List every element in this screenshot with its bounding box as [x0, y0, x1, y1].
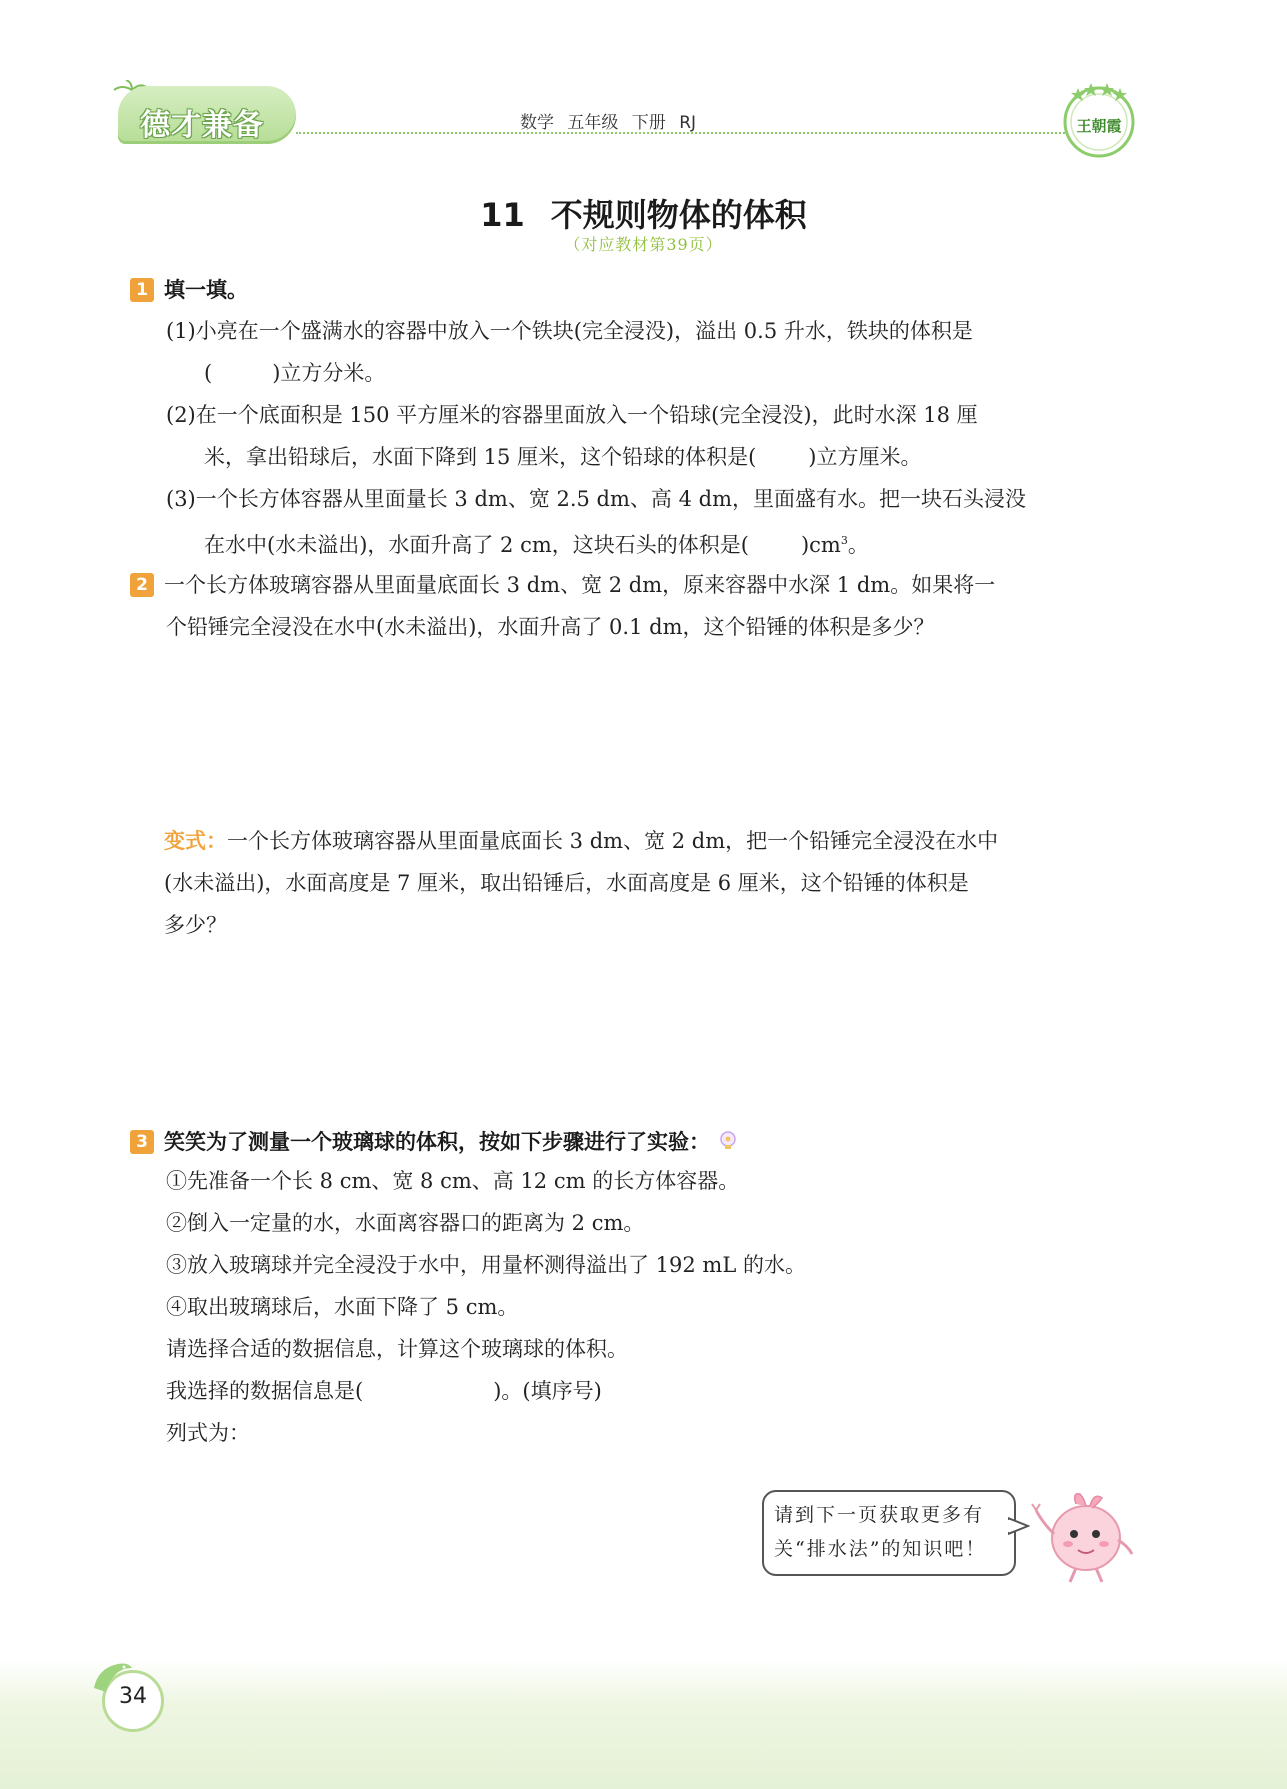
bubble-tail [1008, 1516, 1030, 1538]
q3-step-1: ①先准备一个长 8 cm、宽 8 cm、高 12 cm 的长方体容器。 [166, 1169, 740, 1193]
q1-item-2-line2: 米，拿出铅球后，水面下降到 15 厘米，这个铅球的体积是( )立方厘米。 [204, 445, 922, 469]
q3-formula-label: 列式为： [166, 1421, 250, 1445]
variant-line1: 变式：一个长方体玻璃容器从里面量底面长 3 dm、宽 2 dm，把一个铅锤完全浸没在水中 [164, 829, 999, 853]
q3-number: 3 [130, 1130, 154, 1154]
logo-text: 德才兼备 [140, 108, 264, 143]
seal-text: 王朝霞 [1076, 117, 1122, 135]
lightbulb-icon [717, 1130, 739, 1152]
q2-number: 2 [130, 573, 154, 597]
footer-band [0, 1660, 1287, 1789]
variant-label: 变式： [164, 829, 227, 853]
header-subject: 数学 五年级 下册 RJ [520, 113, 697, 133]
q3-choice-line: 我选择的数据信息是( )。(填序号) [166, 1379, 602, 1403]
brand-seal-icon [1058, 78, 1140, 160]
q1-heading [130, 274, 248, 304]
q2-line1: 2 一个长方体玻璃容器从里面量底面长 3 dm、宽 2 dm，原来容器中水深 1 dm。如果将一 [130, 564, 995, 606]
variant-line3: 多少？ [164, 913, 227, 937]
q1-item-1-line1: (1)小亮在一个盛满水的容器中放入一个铁块(完全浸没)，溢出 0.5 升水，铁块的体积是 [166, 319, 973, 343]
q2-answer-area[interactable] [166, 650, 1126, 810]
page-title [0, 190, 1287, 236]
variant-answer-area[interactable] [166, 950, 1126, 1120]
hint-text: 请到下一页获取更多有 关“排水法”的知识吧！ [774, 1504, 987, 1560]
textbook-reference: （对应教材第39页） [564, 235, 723, 254]
q1-item-2-line1: (2)在一个底面积是 150 平方厘米的容器里面放入一个铅球(完全浸没)，此时水深 18 厘 [166, 403, 978, 427]
lesson-number: 11 [480, 196, 525, 234]
variant-line2: (水未溢出)，水面高度是 7 厘米，取出铅锤后，水面高度是 6 厘米，这个铅锤的体积是 [164, 871, 969, 895]
lesson-title: 不规则物体的体积 [550, 196, 807, 234]
q3-step-3: ③放入玻璃球并完全浸没于水中，用量杯测得溢出了 192 mL 的水。 [166, 1253, 806, 1277]
q1-heading-text: 填一填。 [164, 278, 248, 302]
page-number: 34 [119, 1684, 147, 1709]
q3-heading [130, 1126, 739, 1156]
q1-number: 1 [130, 278, 154, 302]
q2-line2: 个铅锤完全浸没在水中(水未溢出)，水面升高了 0.1 dm，这个铅锤的体积是多少？ [166, 615, 935, 639]
q1-item-1-line2: ( )立方分米。 [204, 361, 386, 385]
q3-heading-text: 笑笑为了测量一个玻璃球的体积，按如下步骤进行了实验： [164, 1130, 710, 1154]
q3-prompt: 请选择合适的数据信息，计算这个玻璃球的体积。 [166, 1337, 628, 1361]
q1-item-3-line2: 在水中(水未溢出)，水面升高了 2 cm，这块石头的体积是( )$cm^3$。 [204, 533, 869, 557]
q1-item-3-line1: (3)一个长方体容器从里面量长 3 dm、宽 2.5 dm、高 4 dm，里面盛有水。把一块石头浸没 [166, 487, 1026, 511]
q3-step-2: ②倒入一定量的水，水面离容器口的距离为 2 cm。 [166, 1211, 645, 1235]
q3-step-4: ④取出玻璃球后，水面下降了 5 cm。 [166, 1295, 519, 1319]
mascot-icon [1028, 1478, 1138, 1588]
